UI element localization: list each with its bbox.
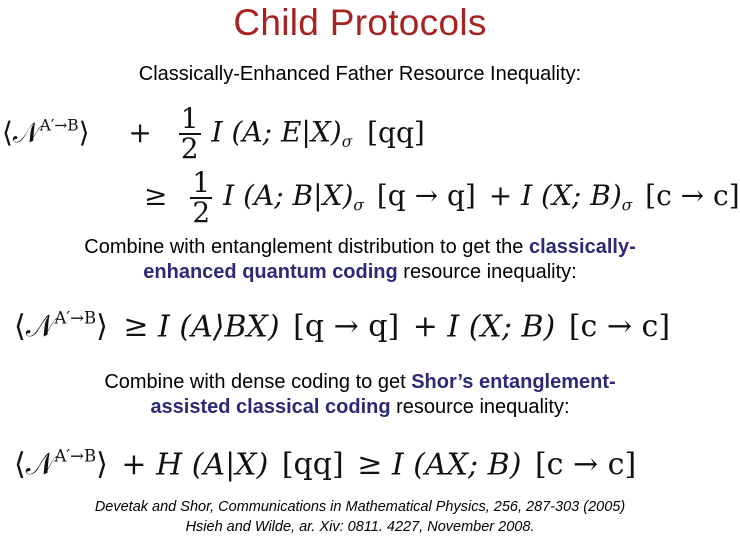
reference-2: Hsieh and Wilde, ar. Xiv: 0811. 4227, November 2008. [185,519,535,535]
section1-heading: Classically-Enhanced Father Resource Inequality: [138,63,582,85]
resource-qq: [qq] [367,115,425,149]
geq-sign: ≥ [123,309,149,345]
highlight-term: classically- [528,236,636,258]
half-fraction: $\frac{1}{2}$ [180,102,199,166]
channel-symbol: ⟨𝒩$^{A'\to B}$⟩ [2,115,90,149]
resource-c-to-c: [c → c] [534,447,637,483]
entropy-term: H (A|X) [156,447,269,483]
channel-symbol: ⟨𝒩$^{A'\to B}$⟩ [14,309,108,345]
geq-sign: ≥ [357,447,383,483]
equation-line-1: ⟨𝒩$^{A'\to B}$⟩ + $\frac{1}{2}$ I (A; $E|X)_\sigma$ [qq] [2,102,425,166]
resource-qq: [qq] [281,447,344,483]
plus-sign: + [412,309,438,345]
equation-quantum-coding [14,292,670,346]
resource-c-to-c: [c → c] [568,309,671,345]
section2-text: Combine with entanglement distribution to get the classically- enhanced quantum coding resource inequality: [84,236,636,283]
plus-sign: + [488,179,513,212]
mutual-information-term: I (X; B) [521,179,622,212]
section3-text: Combine with dense coding to get Shor’s entanglement- assisted classical coding resource inequality: [104,371,616,418]
plus-sign: + [121,447,147,483]
coherent-information-term: I (A⟩BX) [158,309,280,345]
highlight-term: Shor’s entanglement- [411,371,616,393]
mutual-information-term: I (A; E|X) [211,115,342,149]
resource-q-to-q: [q → q] [293,309,400,345]
channel-symbol: ⟨𝒩$^{A'\to B}$⟩ [14,447,108,483]
slide-title: Child Protocols [233,2,487,43]
resource-q-to-q: [q → q] [376,179,476,212]
half-fraction: $\frac{1}{2}$ [192,165,211,229]
equation-ea-classical-coding [14,430,636,484]
reference-1: Devetak and Shor, Communications in Mathematical Physics, 256, 287-303 (2005) [94,499,626,515]
equation-line-2: ≥ $\frac{1}{2}$ I (A; $B|X)_\sigma$ [q → q] + I (X; $B)_\sigma$ [c → c] [144,165,740,229]
mutual-information-term: I (AX; B) [391,447,522,483]
highlight-term: enhanced quantum coding [143,261,398,283]
plus-sign: + [128,115,152,149]
mutual-information-term: I (A; B|X) [223,179,354,212]
resource-c-to-c: [c → c] [645,179,740,212]
mutual-information-term: I (X; B) [447,309,556,345]
geq-sign: ≥ [144,179,168,212]
highlight-term: assisted classical coding [150,396,391,418]
